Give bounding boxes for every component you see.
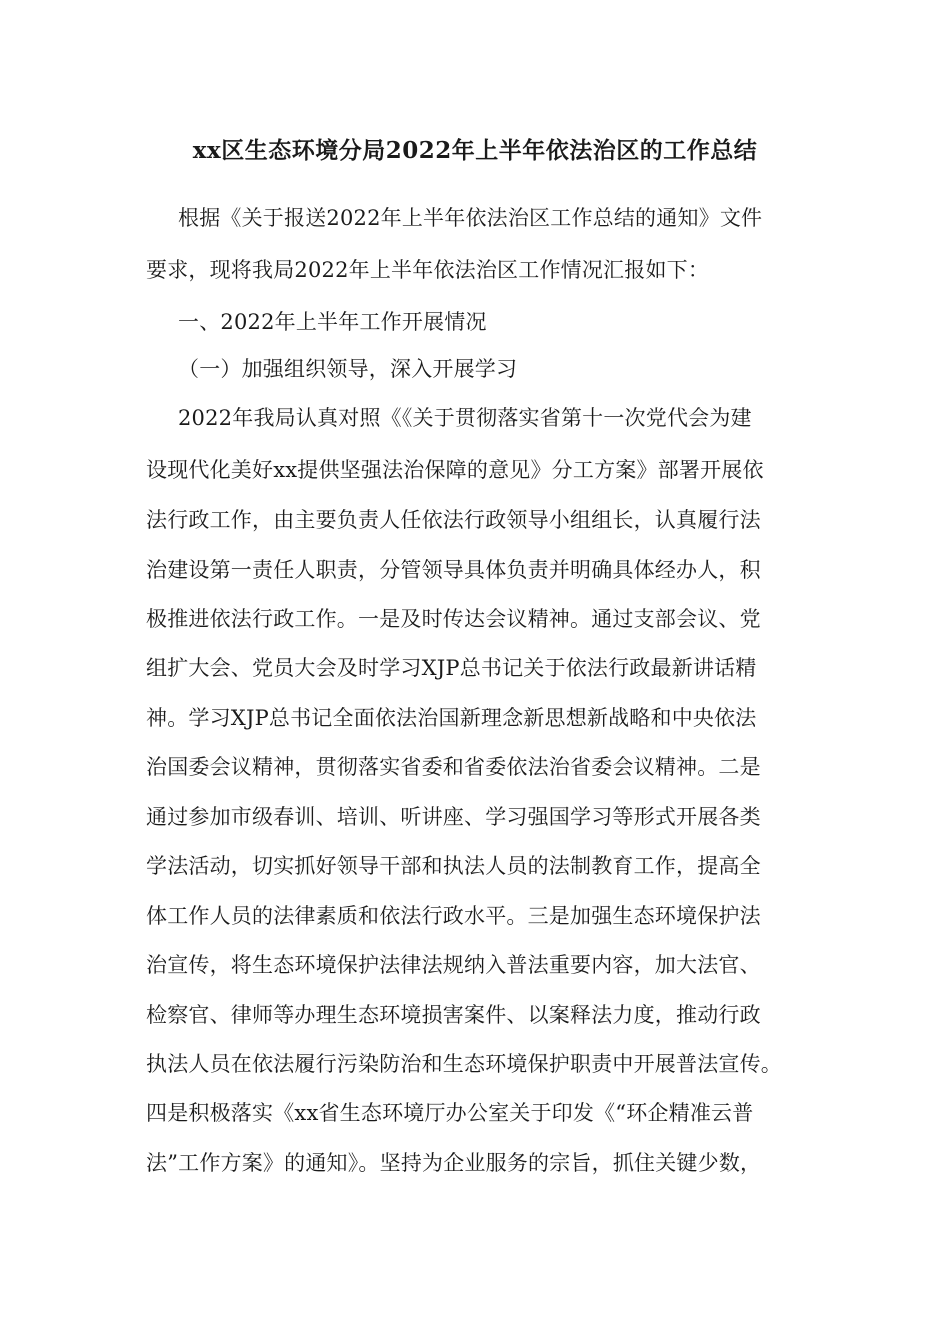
paragraph-line: 根据《关于报送2022年上半年依法治区工作总结的通知》文件 — [178, 206, 763, 230]
paragraph-line: 治国委会议精神，贯彻落实省委和省委依法治省委会议精神。二是 — [146, 755, 761, 779]
paragraph-line: 执法人员在依法履行污染防治和生态环境保护职责中开展普法宣传。 — [146, 1052, 782, 1076]
paragraph-line: 体工作人员的法律素质和依法行政水平。三是加强生态环境保护法 — [146, 904, 761, 928]
paragraph-line: 要求，现将我局2022年上半年依法治区工作情况汇报如下： — [146, 258, 710, 282]
paragraph-line: 检察官、律师等办理生态环境损害案件、以案释法力度，推动行政 — [146, 1003, 761, 1027]
paragraph-line: 治宣传，将生态环境保护法律法规纳入普法重要内容，加大法官、 — [146, 953, 761, 977]
section-heading: 一、2022年上半年工作开展情况 — [178, 310, 487, 334]
paragraph-line: 神。学习XJP总书记全面依法治国新理念新思想新战略和中央依法 — [146, 706, 757, 730]
paragraph-line: 2022年我局认真对照《《关于贯彻落实省第十一次党代会为建 — [178, 406, 752, 430]
paragraph-line: 四是积极落实《xx省生态环境厅办公室关于印发《“环企精准云普 — [146, 1101, 754, 1125]
paragraph-line: 通过参加市级春训、培训、听讲座、学习强国学习等形式开展各类 — [146, 805, 761, 829]
paragraph-line: 组扩大会、党员大会及时学习XJP总书记关于依法行政最新讲话精 — [146, 656, 757, 680]
paragraph-line: 学法活动，切实抓好领导干部和执法人员的法制教育工作，提高全 — [146, 854, 761, 878]
paragraph-line: 治建设第一责任人职责，分管领导具体负责并明确具体经办人，积 — [146, 558, 761, 582]
document-title: xx区生态环境分局2022年上半年依法治区的工作总结 — [192, 137, 758, 164]
paragraph-line: 设现代化美好xx提供坚强法治保障的意见》分工方案》部署开展依 — [146, 458, 764, 482]
paragraph-line: 法行政工作，由主要负责人任依法行政领导小组组长，认真履行法 — [146, 508, 761, 532]
paragraph-line: 法”工作方案》的通知》。坚持为企业服务的宗旨，抓住关键少数， — [146, 1151, 762, 1175]
subsection-heading: （一）加强组织领导，深入开展学习 — [178, 357, 518, 381]
paragraph-line: 极推进依法行政工作。一是及时传达会议精神。通过支部会议、党 — [146, 607, 761, 631]
